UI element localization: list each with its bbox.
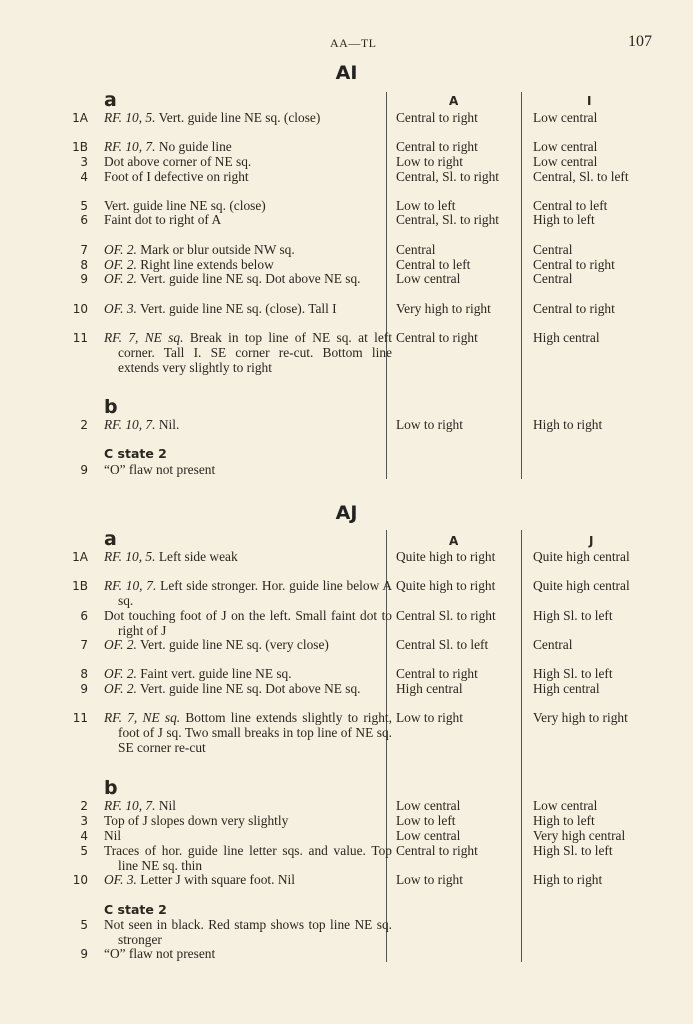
row-text: Vert. guide line NE sq. (very close): [139, 637, 329, 652]
row-text: Nil: [158, 798, 176, 813]
row-description: [104, 331, 392, 375]
position-a: Central to right: [396, 110, 478, 125]
row-text: Vert. guide line NE sq. Dot above NE sq.: [139, 271, 361, 286]
row-text: Vert. guide line NE sq. Dot above NE sq.: [139, 681, 361, 696]
position-a: Low to right: [396, 710, 463, 725]
row-number: 1B: [72, 579, 88, 593]
position-a: Low central: [396, 798, 461, 813]
column-divider: [521, 92, 522, 479]
row-number: 8: [80, 667, 88, 681]
row-number: 9: [80, 463, 88, 477]
position-i: High to right: [533, 417, 603, 432]
row-number: 3: [80, 814, 88, 828]
plate-reference: OF. 3.: [104, 301, 137, 316]
row-description: [104, 111, 392, 126]
position-a: Central to right: [396, 666, 478, 681]
row-number: 5: [80, 918, 88, 932]
row-text: Bottom line extends slightly to right, foot of J sq. Two small breaks in top line of NE sq. SE corner re-cut: [118, 710, 392, 755]
column-divider: [521, 530, 522, 962]
section-title-aj: AJ: [335, 502, 358, 524]
row-number: 6: [80, 213, 88, 227]
row-number: 1A: [72, 550, 88, 564]
row-description: [104, 638, 392, 653]
row-description: [104, 579, 392, 609]
row-description: [104, 844, 392, 874]
running-header: [0, 33, 693, 52]
position-i: Central: [533, 271, 573, 286]
row-number: 1B: [72, 140, 88, 154]
position-a: Quite high to right: [396, 549, 496, 564]
position-a: Low to right: [396, 872, 463, 887]
position-i: Central: [533, 242, 573, 257]
row-number: 9: [80, 947, 88, 961]
subsection-b-heading: b: [104, 777, 118, 799]
row-description: [104, 918, 392, 948]
row-text: “O” flaw not present: [104, 462, 216, 477]
row-text: Left side stronger. Hor. guide line below A sq.: [118, 578, 392, 608]
row-text: Dot above corner of NE sq.: [104, 154, 252, 169]
column-header-a: A: [449, 94, 459, 108]
position-j: High central: [533, 681, 600, 696]
row-description: [104, 829, 392, 844]
position-i: Central to left: [533, 198, 608, 213]
position-j: High Sl. to left: [533, 608, 613, 623]
row-number: 1A: [72, 111, 88, 125]
plate-reference: OF. 2.: [104, 271, 137, 286]
position-a: Central Sl. to right: [396, 608, 496, 623]
plate-reference: RF. 10, 7.: [104, 417, 156, 432]
position-a: Central to right: [396, 843, 478, 858]
page-number: 107: [628, 33, 652, 50]
column-header-a: A: [449, 534, 459, 548]
row-description: [104, 272, 392, 287]
row-text: Top of J slopes down very slightly: [104, 813, 289, 828]
row-description: [104, 302, 392, 317]
column-header-i: I: [587, 94, 592, 108]
row-text: Foot of I defective on right: [104, 169, 249, 184]
position-a: Central to left: [396, 257, 471, 272]
row-text: Traces of hor. guide line letter sqs. and value. Top line NE sq. thin: [104, 843, 392, 873]
position-j: Very high to right: [533, 710, 628, 725]
plate-reference: RF. 10, 5.: [104, 110, 156, 125]
subsection-b-heading: b: [104, 396, 118, 418]
position-a: Central Sl. to left: [396, 637, 489, 652]
position-a: Central to right: [396, 330, 478, 345]
plate-reference: OF. 2.: [104, 681, 137, 696]
row-description: [104, 799, 392, 814]
row-number: 7: [80, 243, 88, 257]
row-number: 4: [80, 829, 88, 843]
plate-reference: OF. 3.: [104, 872, 137, 887]
row-number: 10: [72, 302, 88, 316]
row-number: 2: [80, 799, 88, 813]
position-j: High to left: [533, 813, 595, 828]
position-a: Central, Sl. to right: [396, 212, 500, 227]
position-j: Quite high central: [533, 578, 630, 593]
plate-reference: OF. 2.: [104, 666, 137, 681]
row-text: Vert. guide line NE sq. (close): [158, 110, 321, 125]
row-description: [104, 140, 392, 155]
row-number: 2: [80, 418, 88, 432]
row-number: 6: [80, 609, 88, 623]
row-number: 7: [80, 638, 88, 652]
row-number: 3: [80, 155, 88, 169]
row-text: Nil.: [158, 417, 180, 432]
row-description: [104, 711, 392, 755]
row-text: Dot touching foot of J on the left. Small faint dot to right of J: [104, 608, 392, 638]
position-i: Central to right: [533, 257, 615, 272]
position-a: Low to right: [396, 417, 463, 432]
row-text: Break in top line of NE sq. at left corner. Tall I. SE corner re-cut. Bottom line extends very slightly to right: [118, 330, 392, 375]
position-j: Low central: [533, 798, 598, 813]
running-title: AA—TL: [330, 36, 377, 50]
plate-reference: RF. 10, 5.: [104, 549, 156, 564]
row-number: 5: [80, 199, 88, 213]
position-j: Quite high central: [533, 549, 630, 564]
row-number: 10: [72, 873, 88, 887]
position-a: Low to left: [396, 813, 456, 828]
position-a: Low central: [396, 828, 461, 843]
plate-reference: RF. 10, 7.: [104, 139, 156, 154]
plate-reference: OF. 2.: [104, 242, 137, 257]
position-i: High central: [533, 330, 600, 345]
position-i: Low central: [533, 139, 598, 154]
position-i: Central, Sl. to left: [533, 169, 629, 184]
row-description: [104, 947, 392, 962]
position-j: Central: [533, 637, 573, 652]
row-description: [104, 814, 392, 829]
position-j: High Sl. to left: [533, 666, 613, 681]
position-j: High Sl. to left: [533, 843, 613, 858]
subsection-a-heading: a: [104, 89, 117, 111]
position-a: Low central: [396, 271, 461, 286]
plate-reference: OF. 2.: [104, 257, 137, 272]
position-j: Very high central: [533, 828, 626, 843]
position-j: High to right: [533, 872, 603, 887]
position-a: Central, Sl. to right: [396, 169, 500, 184]
row-description: [104, 155, 392, 170]
position-a: Central to right: [396, 139, 478, 154]
row-number: 8: [80, 258, 88, 272]
subsection-c-state-heading: C state 2: [104, 446, 167, 461]
subsection-c-state-heading: C state 2: [104, 902, 167, 917]
row-text: Letter J with square foot. Nil: [140, 872, 295, 887]
row-description: [104, 609, 392, 639]
row-number: 11: [72, 711, 88, 725]
position-a: Quite high to right: [396, 578, 496, 593]
row-text: Mark or blur outside NW sq.: [140, 242, 295, 257]
plate-reference: RF. 10, 7.: [104, 578, 157, 593]
row-text: Nil: [104, 828, 122, 843]
row-text: Left side weak: [158, 549, 238, 564]
row-description: [104, 463, 392, 478]
position-a: Central: [396, 242, 436, 257]
row-description: [104, 873, 392, 888]
position-a: Low to left: [396, 198, 456, 213]
row-description: [104, 170, 392, 185]
row-number: 9: [80, 682, 88, 696]
row-description: [104, 682, 392, 697]
row-text: Faint vert. guide line NE sq.: [140, 666, 292, 681]
position-a: High central: [396, 681, 463, 696]
plate-reference: RF. 7, NE sq.: [104, 710, 181, 725]
row-text: Faint dot to right of A: [104, 212, 222, 227]
position-i: Low central: [533, 110, 598, 125]
row-description: [104, 550, 392, 565]
position-a: Very high to right: [396, 301, 491, 316]
row-description: [104, 418, 392, 433]
row-text: Not seen in black. Red stamp shows top line NE sq. stronger: [104, 917, 392, 947]
row-number: 4: [80, 170, 88, 184]
row-text: Vert. guide line NE sq. (close). Tall I: [139, 301, 337, 316]
position-i: High to left: [533, 212, 595, 227]
row-description: [104, 667, 392, 682]
row-number: 5: [80, 844, 88, 858]
row-description: [104, 243, 392, 258]
position-i: Central to right: [533, 301, 615, 316]
position-a: Low to right: [396, 154, 463, 169]
plate-reference: RF. 10, 7.: [104, 798, 156, 813]
row-number: 9: [80, 272, 88, 286]
row-text: “O” flaw not present: [104, 946, 216, 961]
row-text: Vert. guide line NE sq. (close): [104, 198, 266, 213]
plate-reference: OF. 2.: [104, 637, 137, 652]
row-number: 11: [72, 331, 88, 345]
row-description: [104, 213, 392, 228]
section-title-ai: AI: [335, 62, 358, 84]
plate-reference: RF. 7, NE sq.: [104, 330, 184, 345]
row-text: No guide line: [158, 139, 232, 154]
subsection-a-heading: a: [104, 528, 117, 550]
row-text: Right line extends below: [140, 257, 274, 272]
position-i: Low central: [533, 154, 598, 169]
column-header-j: J: [589, 534, 594, 548]
